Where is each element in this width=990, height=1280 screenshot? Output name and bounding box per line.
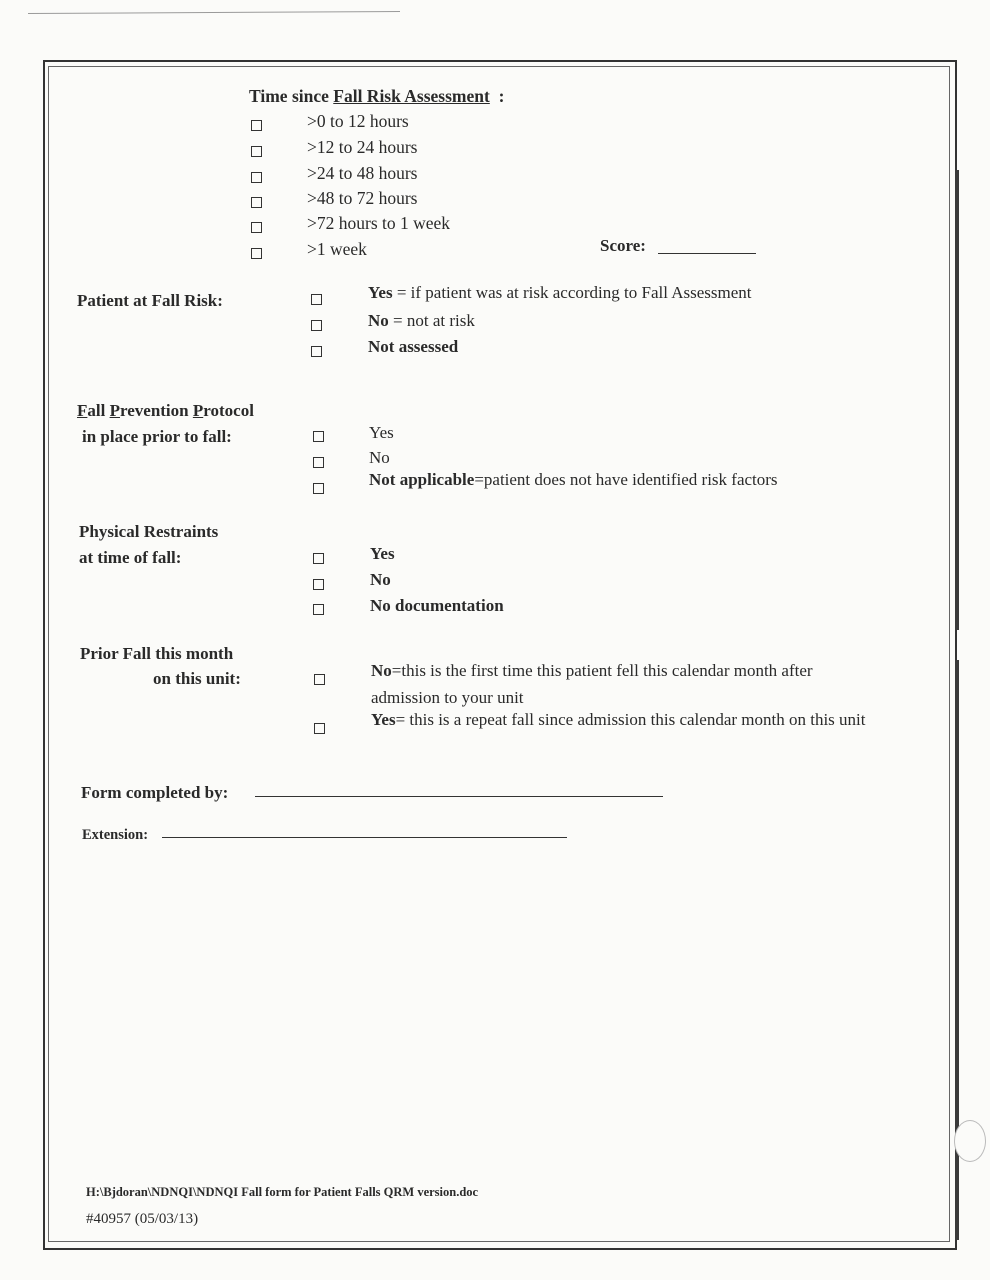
footer-file-path: H:\Bjdoran\NDNQI\NDNQI Fall form for Patient Falls QRM version.doc (86, 1185, 479, 1199)
binder-hole (954, 1120, 986, 1162)
checkbox-fall-risk-no[interactable] (311, 320, 322, 331)
label-part: rotocol (203, 401, 254, 420)
option-prior-fall-yes (371, 710, 865, 730)
checkbox-restraints-no[interactable] (313, 579, 324, 590)
restraints-label-line1: Physical Restraints (79, 522, 219, 541)
option-fall-risk-no (368, 311, 475, 331)
option-fall-risk-yes (368, 283, 752, 303)
option-prevention-yes (369, 423, 394, 443)
option-prevention-no (369, 448, 390, 468)
scan-edge-bar (955, 170, 959, 630)
option-bold: Not assessed (368, 337, 459, 356)
option-rest: = not at risk (388, 311, 475, 330)
option-time-5: >1 week (307, 239, 367, 259)
option-prior-fall-no-line2: admission to your unit (371, 688, 524, 707)
label-part: P (109, 401, 120, 420)
option-prevention-na (369, 470, 778, 490)
option-bold: No (371, 661, 392, 680)
checkbox-fall-risk-not-assessed[interactable] (311, 346, 322, 357)
restraints-label-line2: at time of fall: (79, 548, 182, 567)
option-rest: No (369, 448, 390, 467)
label-part: F (77, 401, 88, 420)
option-bold: Yes (371, 710, 396, 729)
time-since-title (249, 86, 504, 107)
title-underlined: Fall Risk Assessment (333, 86, 490, 106)
option-rest: =patient does not have identified risk factors (474, 470, 778, 489)
checkbox-time-3[interactable] (251, 197, 262, 208)
prior-fall-label-line2: on this unit: (153, 669, 241, 688)
checkbox-time-4[interactable] (251, 222, 262, 233)
option-restraints-no-documentation: No documentation (370, 596, 504, 615)
label-part: P (192, 401, 204, 420)
checkbox-time-5[interactable] (251, 248, 262, 259)
checkbox-restraints-no-documentation[interactable] (313, 604, 324, 615)
completed-by-label: Form completed by: (81, 783, 229, 802)
footer-form-id: #40957 (05/03/13) (86, 1211, 199, 1227)
checkbox-prior-fall-no[interactable] (314, 674, 325, 685)
extension-label: Extension: (82, 827, 149, 843)
option-time-0: >0 to 12 hours (307, 111, 409, 131)
option-rest: = if patient was at risk according to Fall Assessment (392, 283, 752, 302)
option-time-1: >12 to 24 hours (307, 137, 418, 157)
prevention-label-line1 (77, 401, 254, 421)
label-part: all (87, 401, 110, 420)
title-prefix: Time since (249, 86, 334, 106)
prevention-label-line2: in place prior to fall: (82, 427, 232, 446)
checkbox-prevention-na[interactable] (313, 483, 324, 494)
checkbox-fall-risk-yes[interactable] (311, 294, 322, 305)
option-time-3: >48 to 72 hours (307, 188, 418, 208)
label-part: revention (119, 401, 193, 420)
option-rest: Yes (369, 423, 394, 442)
score-field[interactable] (658, 253, 756, 254)
option-rest: =this is the first time this patient fell this calendar month after (391, 661, 813, 680)
checkbox-time-2[interactable] (251, 172, 262, 183)
checkbox-time-0[interactable] (251, 120, 262, 131)
option-bold: Not applicable (369, 470, 475, 489)
checkbox-prior-fall-yes[interactable] (314, 723, 325, 734)
checkbox-prevention-yes[interactable] (313, 431, 324, 442)
option-prior-fall-no (371, 661, 813, 681)
option-restraints-no: No (370, 570, 391, 589)
prior-fall-label-line1: Prior Fall this month (80, 644, 234, 663)
option-bold: Yes (368, 283, 393, 302)
checkbox-time-1[interactable] (251, 146, 262, 157)
extension-field[interactable] (162, 837, 567, 838)
fall-risk-label: Patient at Fall Risk: (77, 291, 223, 310)
completed-by-field[interactable] (255, 796, 663, 797)
option-fall-risk-not-assessed (368, 337, 458, 357)
option-bold: No (368, 311, 389, 330)
option-time-4: >72 hours to 1 week (307, 213, 451, 233)
title-colon: : (498, 86, 505, 106)
checkbox-restraints-yes[interactable] (313, 553, 324, 564)
checkbox-prevention-no[interactable] (313, 457, 324, 468)
option-time-2: >24 to 48 hours (307, 163, 418, 183)
score-label: Score: (600, 236, 646, 255)
option-restraints-yes: Yes (370, 544, 395, 563)
top-scan-line (28, 11, 400, 14)
option-rest: = this is a repeat fall since admission this calendar month on this unit (395, 710, 866, 729)
